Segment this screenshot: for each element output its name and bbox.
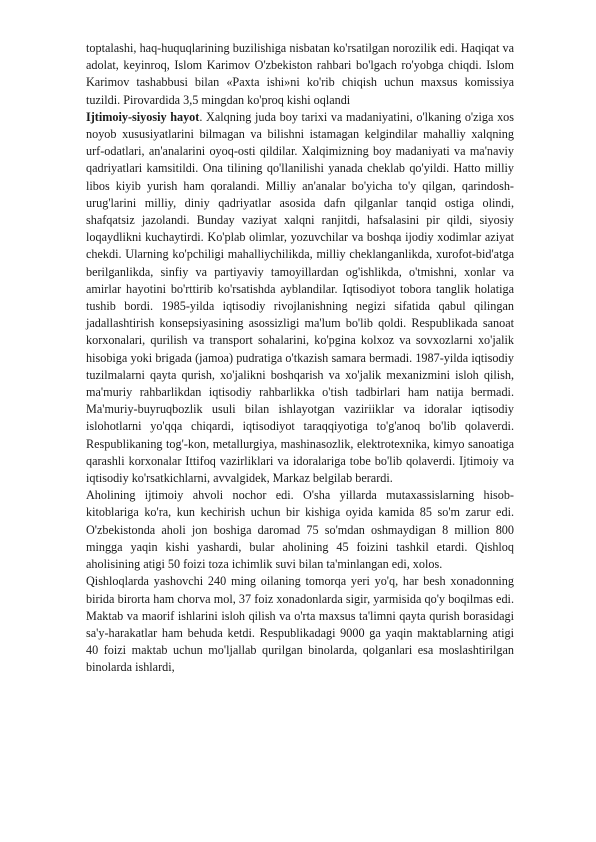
paragraph-1 [86,40,514,109]
document-page [86,40,514,677]
paragraph-2-lead: Ijtimoiy-siyosiy hayot [86,109,200,124]
paragraph-3 [86,487,514,573]
paragraph-1-text: toptalashi, haq-huquqlarining buzilishiga nisbatan ko'rsatilgan norozilik edi. Haqiqat va adolat, keyinroq, Islom Karimov O'zbekiston rahbari bo'lgach ro'yobga chiqdi. Islom Karimov tashabbusi bilan «Paxta ishi»ni ko'rib chiqish uchun maxsus komissiya tuzildi. Pirovardida 3,5 mingdan ko'proq kishi oqlandi [86,41,514,107]
paragraph-2-text: . Xalqning juda boy tarixi va madaniyatini, o'lkaning o'ziga xos noyob xususiyatlarini bilmagan va bilishni istamagan kelgindilar mahalliy xalqning urf-odatlari, an'analarini oyoq-osti qildilar. Xalqimizning boy madaniyati va ma'naviy qadriyatlari kamsitildi. Ona tilining qo'llanilishi yanada cheklab qo'yildi. Hatto milliy libos kiyib yurish ham qoralandi. Milliy an'analar bo'yicha to'y qilgan, qarindosh-urug'larini milliy, diniy qadriyatlar asosida dafn qilganlar tanqid ostiga olindi, shafqatsiz jazolandi. Bunday vaziyat xalqni ranjitdi, hafsalasini pir qildi, siyosiy loqaydlikni kuchaytirdi. Ko'plab olimlar, yozuvchilar va boshqa ijodiy xodimlar aziyat chekdi. Ularning ko'pchiligi mahalliychilikda, milliy cheklanganlikda, xurofot-bid'atga berilganlikda, sinfiy va partiyaviy tamoyillardan og'ishlikda, o'tmishni, xonlar va amirlar hayotini bo'rttirib ko'rsatishda ayblandilar. Iqtisodiyot tobora tanglik holatiga tushib bordi. 1985-yilda iqtisodiy rivojlanishning negizi sifatida qabul qilingan jadallashtirish konsepsiyasining asossizligi ma'lum bo'lib qoldi. Respublikada sanoat korxonalari, qurilish va transport sohalarini, ko'pgina kolxoz va sovxozlarni xo'jalik hisobiga yoki brigada (jamoa) pudratiga o'tkazish samara bermadi. 1987-yilda iqtisodiy tuzilmalarni qayta qurish, xo'jalikni boshqarish va xo'jalik mexanizmini isloh qilish, ma'muriy rahbarlikdan iqtisodiy rahbarlikka o'tish tadbirlari ham natija bermadi. Ma'muriy-buyruqbozlik usuli bilan ishlayotgan vaziriiklar va idoralar iqtisodiy islohotlarni yo'qqa chiqardi, iqtisodiyot taraqqiyotiga to'g'anoq bo'lib qolaverdi. Respublikaning tog'-kon, metallurgiya, mashinasozlik, elektrotexnika, kimyo sanoatiga qarashli korxonalar Ittifoq vazirliklari va idoralariga tobe bo'lib qolaverdi. Ijtimoiy va iqtisodiy ko'rsatkichlarni, avvalgidek, Markaz belgilab berardi. [86,109,514,486]
paragraph-4-text: Qishloqlarda yashovchi 240 ming oilaning tomorqa yeri yo'q, har besh xonadonning birida birorta ham chorva mol, 37 foiz xonadonlarda sigir, yarmisida qo'y boqilmas edi. Maktab va maorif ishlarini isloh qilish va o'rta maxsus ta'limni qayta qurish borasidagi sa'y-harakatlar ham behuda ketdi. Respublikadagi 9000 ga yaqin maktablarning atigi 40 foizi maktab uchun mo'ljallab qurilgan binolarda, qolganlari esa moslashtirilgan binolarda ishlardi, [86,574,514,675]
paragraph-4 [86,573,514,676]
paragraph-3-text: Aholining ijtimoiy ahvoli nochor edi. O'sha yillarda mutaxassislarning hisob-kitoblariga ko'ra, kun kechirish uchun bir kishiga oyida kamida 85 so'm zarur edi. O'zbekistonda aholi jon boshiga daromad 75 so'mdan oshmaydigan 8 million 800 mingga yaqin kishi yashardi, bular aholining 45 foizini tashkil etardi. Qishloq aholisining atigi 50 foizi toza ichimlik suvi bilan ta'minlangan edi, xolos. [86,488,514,572]
paragraph-2 [86,109,514,487]
